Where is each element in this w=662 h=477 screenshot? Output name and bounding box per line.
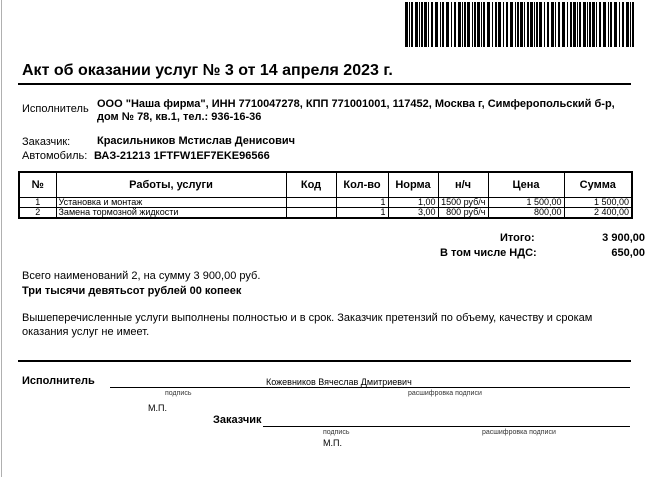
barcode-bar bbox=[558, 2, 560, 47]
cell-qty: 1 bbox=[336, 208, 388, 219]
barcode-bar bbox=[503, 2, 504, 47]
barcode-bar bbox=[589, 2, 591, 47]
barcode-bar bbox=[536, 2, 538, 47]
barcode-bar bbox=[515, 2, 516, 47]
barcode-bar bbox=[626, 2, 629, 47]
barcode-bar bbox=[458, 2, 461, 47]
barcode-bar bbox=[474, 2, 476, 47]
vat-label: В том числе НДС: bbox=[440, 247, 537, 259]
barcode-bar bbox=[547, 2, 549, 47]
cell-qty: 1 bbox=[336, 198, 388, 208]
barcode-bar bbox=[405, 2, 408, 47]
col-header-rate: н/ч bbox=[438, 172, 488, 198]
barcode-bar bbox=[622, 2, 624, 47]
executor-signature-label: Исполнитель bbox=[22, 375, 95, 387]
barcode-image bbox=[405, 2, 637, 47]
barcode-bar bbox=[495, 2, 497, 47]
total-value: 3 900,00 bbox=[602, 232, 645, 244]
cell-rate: 800 руб/ч bbox=[438, 208, 488, 219]
table-row bbox=[19, 198, 632, 208]
barcode-bar bbox=[472, 2, 473, 47]
car-value: ВАЗ-21213 1FTFW1EF7EKE96566 bbox=[94, 150, 270, 162]
barcode-bar bbox=[462, 2, 463, 47]
barcode-bar bbox=[603, 2, 606, 47]
barcode-bar bbox=[435, 2, 438, 47]
vat-value: 650,00 bbox=[611, 247, 645, 259]
barcode-bar bbox=[527, 2, 529, 47]
cell-code bbox=[286, 198, 336, 208]
barcode-bar bbox=[587, 2, 588, 47]
barcode-bar bbox=[446, 2, 449, 47]
barcode-bar bbox=[534, 2, 535, 47]
barcode-bar bbox=[454, 2, 456, 47]
barcode-bar bbox=[608, 2, 609, 47]
services-table bbox=[18, 171, 633, 219]
barcode-bar bbox=[632, 2, 634, 47]
barcode-bar bbox=[530, 2, 533, 47]
cell-price: 1 500,00 bbox=[488, 198, 564, 208]
barcode-bar bbox=[440, 2, 441, 47]
executor-signature-line bbox=[110, 387, 630, 388]
barcode-bar bbox=[599, 2, 601, 47]
barcode-bar bbox=[431, 2, 433, 47]
barcode-bar bbox=[498, 2, 501, 47]
barcode-bar bbox=[520, 2, 523, 47]
executor-details-line1: ООО "Наша фирма", ИНН 7710047278, КПП 771001001, 117452, Москва г, Симферопольский б-р, bbox=[97, 98, 615, 110]
cell-sum: 2 400,00 bbox=[564, 208, 632, 219]
cell-service: Установка и монтаж bbox=[56, 198, 286, 208]
table-row bbox=[19, 208, 632, 219]
customer-stamp-label: М.П. bbox=[323, 438, 342, 448]
barcode-bar bbox=[596, 2, 597, 47]
page-edge-line bbox=[1, 0, 2, 477]
customer-signature-caption: подпись bbox=[323, 429, 350, 436]
barcode-bar bbox=[467, 2, 470, 47]
cell-price: 800,00 bbox=[488, 208, 564, 219]
barcode-bar bbox=[487, 2, 490, 47]
barcode-bar bbox=[555, 2, 556, 47]
col-header-price: Цена bbox=[488, 172, 564, 198]
cell-num: 2 bbox=[19, 208, 56, 219]
executor-signer-name: Кожевников Вячеслав Дмитриевич bbox=[266, 377, 412, 387]
barcode-bar bbox=[492, 2, 493, 47]
customer-label: Заказчик: bbox=[22, 136, 71, 148]
barcode-bar bbox=[619, 2, 620, 47]
barcode-bar bbox=[464, 2, 466, 47]
barcode-bar bbox=[428, 2, 429, 47]
executor-details-line2: дом № 78, кв.1, тел.: 936-16-36 bbox=[97, 111, 262, 123]
car-label: Автомобиль: bbox=[22, 150, 88, 162]
cell-num: 1 bbox=[19, 198, 56, 208]
barcode-bar bbox=[551, 2, 554, 47]
executor-decode-caption: расшифровка подписи bbox=[408, 390, 482, 397]
barcode-bar bbox=[517, 2, 519, 47]
cell-norm: 3,00 bbox=[388, 208, 438, 219]
barcode-bar bbox=[577, 2, 578, 47]
amount-in-words: Три тысячи девятьсот рублей 00 копеек bbox=[22, 285, 242, 297]
barcode-bar bbox=[424, 2, 427, 47]
items-count-line: Всего наименований 2, на сумму 3 900,00 руб. bbox=[22, 270, 261, 282]
barcode-bar bbox=[421, 2, 423, 47]
barcode-bar bbox=[570, 2, 572, 47]
cell-rate: 1500 руб/ч bbox=[438, 198, 488, 208]
executor-signature-caption: подпись bbox=[165, 390, 192, 397]
signature-rule bbox=[18, 360, 631, 362]
cell-service: Замена тормозной жидкости bbox=[56, 208, 286, 219]
customer-decode-caption: расшифровка подписи bbox=[482, 429, 556, 436]
barcode-bar bbox=[562, 2, 565, 47]
customer-name: Красильников Мстислав Денисович bbox=[97, 135, 296, 147]
barcode-bar bbox=[524, 2, 525, 47]
statement-line1: Вышеперечисленные услуги выполнены полностью и в срок. Заказчик претензий по объему, качеству и срокам bbox=[22, 312, 593, 324]
customer-signature-label: Заказчик bbox=[213, 414, 262, 426]
col-header-service: Работы, услуги bbox=[56, 172, 286, 198]
executor-stamp-label: М.П. bbox=[148, 403, 167, 413]
barcode-bar bbox=[567, 2, 568, 47]
barcode-bar bbox=[506, 2, 508, 47]
document-title: Акт об оказании услуг № 3 от 14 апреля 2023 г. bbox=[22, 62, 393, 79]
barcode-bar bbox=[409, 2, 410, 47]
barcode-bar bbox=[477, 2, 480, 47]
executor-label: Исполнитель bbox=[22, 103, 89, 115]
barcode-bar bbox=[481, 2, 482, 47]
barcode-bar bbox=[539, 2, 542, 47]
col-header-num: № bbox=[19, 172, 56, 198]
barcode-bar bbox=[583, 2, 586, 47]
barcode-bar bbox=[573, 2, 576, 47]
barcode-bar bbox=[419, 2, 420, 47]
col-header-qty: Кол-во bbox=[336, 172, 388, 198]
col-header-code: Код bbox=[286, 172, 336, 198]
barcode-bar bbox=[483, 2, 485, 47]
barcode-bar bbox=[442, 2, 444, 47]
total-label: Итого: bbox=[500, 232, 535, 244]
barcode-bar bbox=[544, 2, 545, 47]
customer-signature-line bbox=[263, 426, 630, 427]
col-header-norm: Норма bbox=[388, 172, 438, 198]
cell-code bbox=[286, 208, 336, 219]
barcode-bar bbox=[510, 2, 513, 47]
barcode-bar bbox=[630, 2, 631, 47]
table-header-row bbox=[19, 172, 632, 198]
barcode-bar bbox=[411, 2, 413, 47]
cell-sum: 1 500,00 bbox=[564, 198, 632, 208]
barcode-bar bbox=[415, 2, 418, 47]
col-header-sum: Сумма bbox=[564, 172, 632, 198]
barcode-bar bbox=[579, 2, 581, 47]
barcode-bar bbox=[610, 2, 612, 47]
barcode-bar bbox=[614, 2, 617, 47]
barcode-bar bbox=[451, 2, 452, 47]
barcode-bar bbox=[592, 2, 595, 47]
cell-norm: 1,00 bbox=[388, 198, 438, 208]
statement-line2: оказания услуг не имеет. bbox=[22, 326, 150, 338]
title-rule bbox=[18, 83, 631, 85]
